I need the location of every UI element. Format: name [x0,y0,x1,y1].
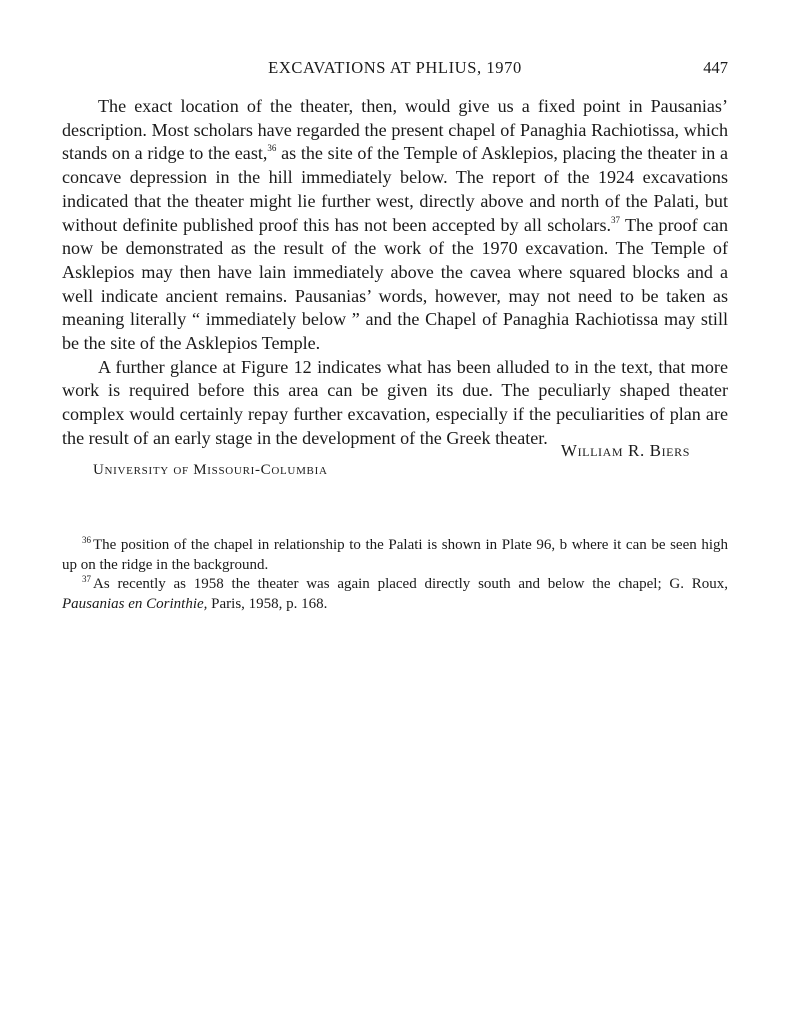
paragraph-1-part-c: The proof can now be demonstrated as the result of the work of the 1970 excavation. The Temple of Asklepios may then have lain immediately above the cavea where squared blocks and a well indicate ancient remains. Pausanias’ words, however, may not need to be taken as meaning literally “ immediately below ” and the Chapel of Panaghia Rachiotissa may still be the site of the Asklepios Temple. [62,214,728,354]
paragraph-2: A further glance at Figure 12 indicates what has been alluded to in the text, that more work is required before this area can be given its due. The peculiarly shaped theater complex would certainly repay further excavation, especially if the peculiarities of plan are the result of an early stage in the development of the Greek theater. [62,356,728,448]
footnote-37 [62,575,728,614]
author-signature: William R. Biers [560,441,690,460]
footnote-37-text-b: Paris, 1958, p. 168. [207,595,328,612]
footnote-36-text: The position of the chapel in relationship to the Palati is shown in Plate 96, b where it can be seen high up on the ridge in the background. [62,537,728,573]
paragraph-1-part-a: The exact location of the theater, then, would give us a fixed point in Pausanias’ description. Most scholars have regarded the present chapel of Panaghia Rachiotissa, which stands on a ridge to the east, [62,96,728,164]
running-head [62,58,728,80]
paragraph-1-part-b: as the site of the Temple of Asklepios, placing the theater in a concave depression in the hill immediately below. The report of the 1924 excavations indicated that the theater might lie further west, directly above and north of the Palati, but without definite published proof this has not been accepted by all scholars. [62,143,728,235]
footnotes [62,536,728,614]
footnote-37-text-a: As recently as 1958 the theater was again placed directly south and below the chapel; G. Roux, [93,576,728,592]
footnote-ref-36[interactable]: 36 [267,143,277,154]
author-affiliation: University of Missouri-Columbia [93,462,328,478]
paragraph-1 [62,95,728,356]
footnote-36 [62,536,728,575]
footnote-ref-37[interactable]: 37 [611,214,621,225]
body-text [62,95,728,451]
page-number: 447 [703,58,728,77]
footnote-37-number: 37 [82,574,91,584]
footnote-37-book-title: Pausanias en Corinthie, [62,595,208,612]
footnote-36-number: 36 [82,535,91,545]
running-title: EXCAVATIONS AT PHLIUS, 1970 [268,58,522,77]
